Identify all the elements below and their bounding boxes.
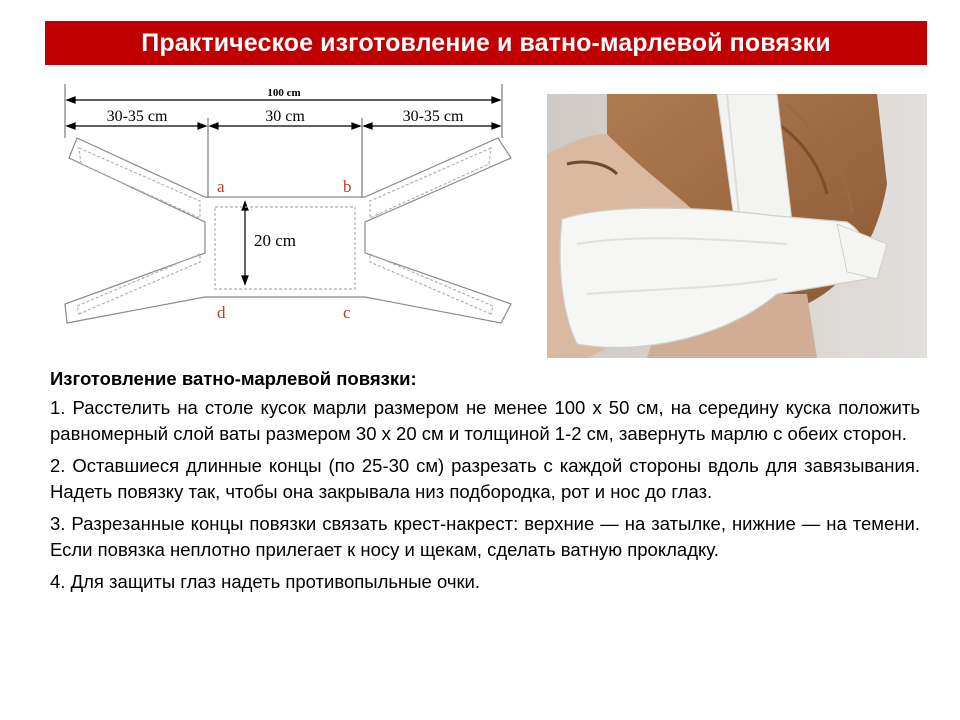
instruction-step: 1. Расстелить на столе кусок марли размером не менее 100 х 50 см, на середину куска положить равномерный слой ваты размером 30 х 20 см и толщиной 1-2 см, завернуть марлю с обеих сторон. <box>50 397 920 444</box>
right-width-label: 30-35 cm <box>402 108 464 125</box>
total-width-label: 100 cm <box>267 87 301 99</box>
person-wearing-bandage-icon <box>547 94 927 358</box>
instruction-step: 2. Оставшиеся длинные концы (по 25-30 см) разрезать с каждой стороны вдоль для завязывания. Надеть повязку так, чтобы она закрывала низ подбородка, рот и нос до глаз. <box>50 455 920 502</box>
left-width-label: 30-35 cm <box>106 108 168 125</box>
center-width-label: 30 cm <box>265 108 305 125</box>
instruction-step: 3. Разрезанные концы повязки связать крест-накрест: верхние — на затылке, нижние — на темени. Если повязка неплотно прилегает к носу и щекам, сделать ватную прокладку. <box>50 513 920 560</box>
corner-d-label: d <box>217 303 226 322</box>
bandage-photo <box>547 94 927 358</box>
bandage-pattern-diagram <box>55 78 525 340</box>
corner-c-label: c <box>343 303 351 322</box>
corner-a-label: a <box>217 177 225 196</box>
instructions-block <box>50 366 920 601</box>
instruction-step: 4. Для защиты глаз надеть противопыльные очки. <box>50 571 481 592</box>
corner-b-label: b <box>343 177 352 196</box>
instructions-heading: Изготовление ватно-марлевой повязки: <box>50 368 417 389</box>
title-bar <box>45 21 927 65</box>
page-title: Практическое изготовление и ватно-марлевой повязки <box>141 28 831 57</box>
height-label: 20 cm <box>254 231 297 250</box>
